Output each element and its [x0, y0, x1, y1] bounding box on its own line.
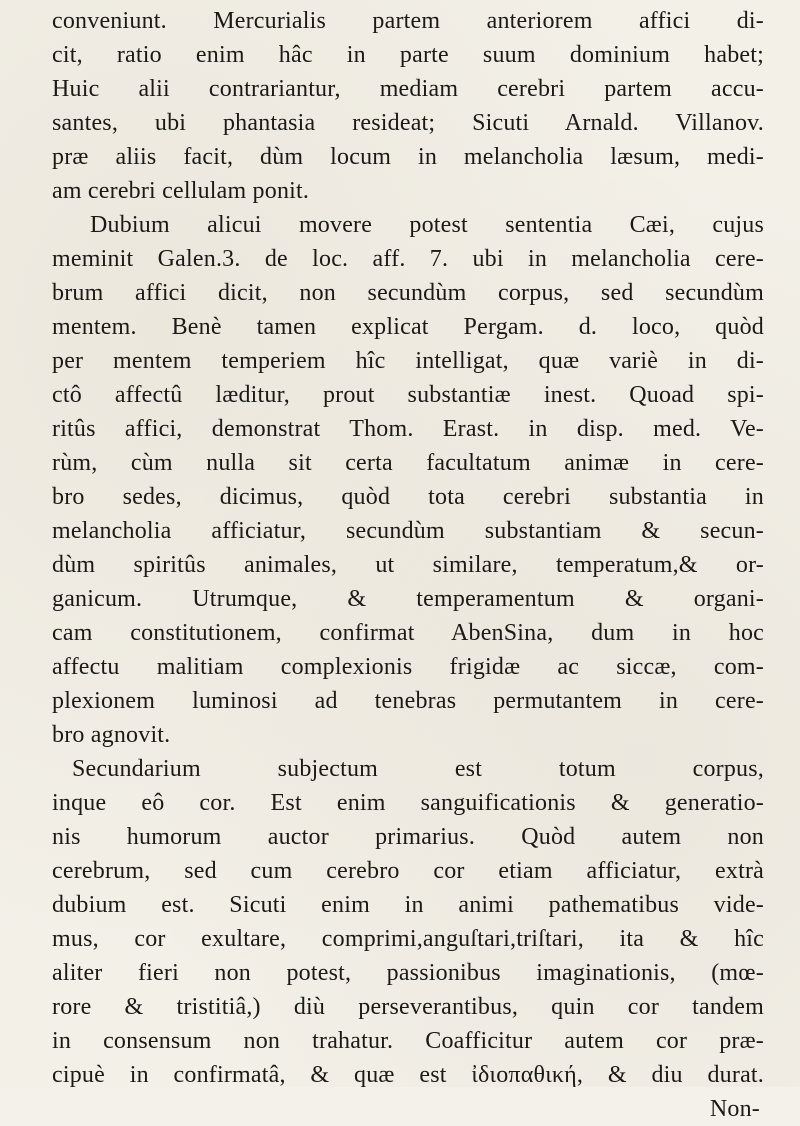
- text-line: bro sedes, dicimus, quòd tota cerebri substantia in: [52, 484, 764, 510]
- text-line: santes, ubi phantasia resideat; Sicuti Arnald. Villanov.: [52, 110, 764, 136]
- text-line: ganicum. Utrumque, & temperamentum & organi-: [52, 586, 764, 612]
- text-line: mus, cor exultare, comprimi,anguſtari,triſtari, ita & hîc: [52, 926, 764, 952]
- text-line: cit, ratio enim hâc in parte suum dominium habet;: [52, 42, 764, 68]
- text-line: mentem. Benè tamen explicat Pergam. d. loco, quòd: [52, 314, 764, 340]
- text-line: plexionem luminosi ad tenebras permutantem in cere-: [52, 688, 764, 714]
- text-line: rùm, cùm nulla sit certa facultatum animæ in cere-: [52, 450, 764, 476]
- text-line: aliter fieri non potest, passionibus imaginationis, (mœ-: [52, 960, 764, 986]
- paragraph-start-line: Dubium alicui movere potest sententia Cæi, cujus: [90, 212, 764, 238]
- text-line: ctô affectû læditur, prout substantiæ inest. Quoad spi-: [52, 382, 764, 408]
- text-line: cam constitutionem, confirmat AbenSina, dum in hoc: [52, 620, 764, 646]
- text-line: rore & tristitiâ,) diù perseverantibus, quin cor tandem: [52, 994, 764, 1020]
- text-line: meminit Galen.3. de loc. aff. 7. ubi in melancholia cere-: [52, 246, 764, 272]
- text-line: bro agnovit.: [52, 722, 171, 748]
- text-line: ritûs affici, demonstrat Thom. Erast. in disp. med. Ve-: [52, 416, 764, 442]
- text-line: nis humorum auctor primarius. Quòd autem non: [52, 824, 764, 850]
- text-line: dubium est. Sicuti enim in animi pathematibus vide-: [52, 892, 764, 918]
- text-line: cipuè in confirmatâ, & quæ est ἰδιοπαθική, & diu durat.: [52, 1062, 764, 1088]
- text-line: præ aliis facit, dùm locum in melancholia læsum, medi-: [52, 144, 764, 170]
- page-text-body: [52, 4, 764, 1126]
- catchword: Non-: [709, 1096, 760, 1122]
- text-line: dùm spiritûs animales, ut similare, temperatum,& or-: [52, 552, 764, 578]
- text-line: in consensum non trahatur. Coafficitur autem cor præ-: [52, 1028, 764, 1054]
- text-line: conveniunt. Mercurialis partem anteriorem affici di-: [52, 8, 764, 34]
- text-line: affectu malitiam complexionis frigidæ ac siccæ, com-: [52, 654, 764, 680]
- paragraph-start-line: Secundarium subjectum est totum corpus,: [72, 756, 764, 782]
- text-line: cerebrum, sed cum cerebro cor etiam afficiatur, extrà: [52, 858, 764, 884]
- text-line: inque eô cor. Est enim sanguificationis & generatio-: [52, 790, 764, 816]
- text-line: Huic alii contrariantur, mediam cerebri partem accu-: [52, 76, 764, 102]
- text-line: per mentem temperiem hîc intelligat, quæ variè in di-: [52, 348, 764, 374]
- text-line: brum affici dicit, non secundùm corpus, sed secundùm: [52, 280, 764, 306]
- text-line: melancholia afficiatur, secundùm substantiam & secun-: [52, 518, 764, 544]
- text-line: am cerebri cellulam ponit.: [52, 178, 310, 204]
